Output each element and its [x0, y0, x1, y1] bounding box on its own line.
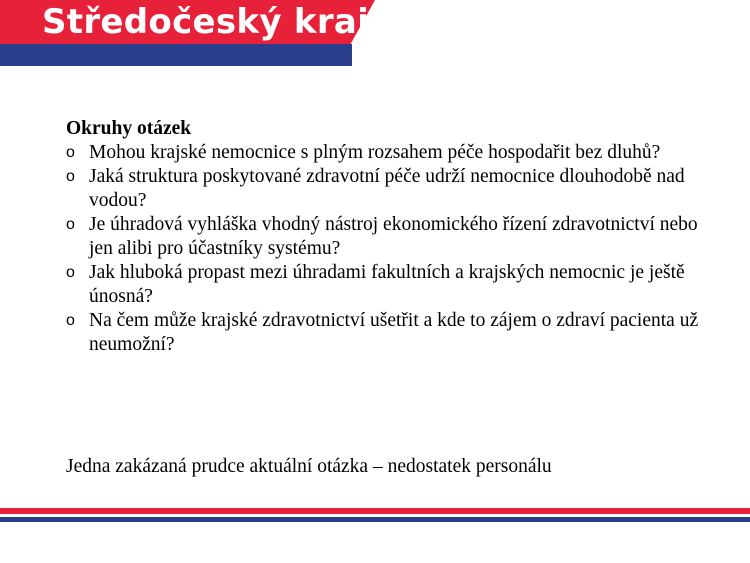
- question-text: Je úhradová vyhláška vhodný nástroj ekonomického řízení zdravotnictví nebo jen alibi pro účastníky systému?: [89, 214, 698, 259]
- question-text: Na čem může krajské zdravotnictví ušetřit a kde to zájem o zdraví pacienta už neumožní?: [89, 310, 699, 355]
- question-text: Jaká struktura poskytované zdravotní péče udrží nemocnice dlouhodobě nad vodou?: [89, 166, 685, 211]
- list-item: [66, 165, 706, 213]
- bullet-icon: o: [66, 312, 75, 329]
- bullet-icon: o: [66, 168, 75, 185]
- list-item: [66, 141, 706, 165]
- bullet-icon: o: [66, 144, 75, 161]
- bullet-icon: o: [66, 264, 75, 281]
- slide-content: [66, 117, 706, 357]
- footnote-text: Jedna zakázaná prudce aktuální otázka – nedostatek personálu: [66, 456, 552, 477]
- list-item: [66, 309, 706, 357]
- header-banner: [0, 0, 400, 70]
- question-text: Jak hluboká propast mezi úhradami fakultních a krajských nemocnic je ještě únosná?: [89, 262, 685, 307]
- section-heading: Okruhy otázek: [66, 118, 192, 139]
- list-item: [66, 213, 706, 261]
- region-title: Středočeský kraj: [42, 2, 370, 42]
- list-item: [66, 261, 706, 309]
- banner-blue-band: [0, 44, 352, 66]
- question-text: Mohou krajské nemocnice s plným rozsahem péče hospodařit bez dluhů?: [89, 142, 661, 163]
- question-list: [66, 141, 706, 357]
- footer-stripe-blue: [0, 517, 750, 522]
- bullet-icon: o: [66, 216, 75, 233]
